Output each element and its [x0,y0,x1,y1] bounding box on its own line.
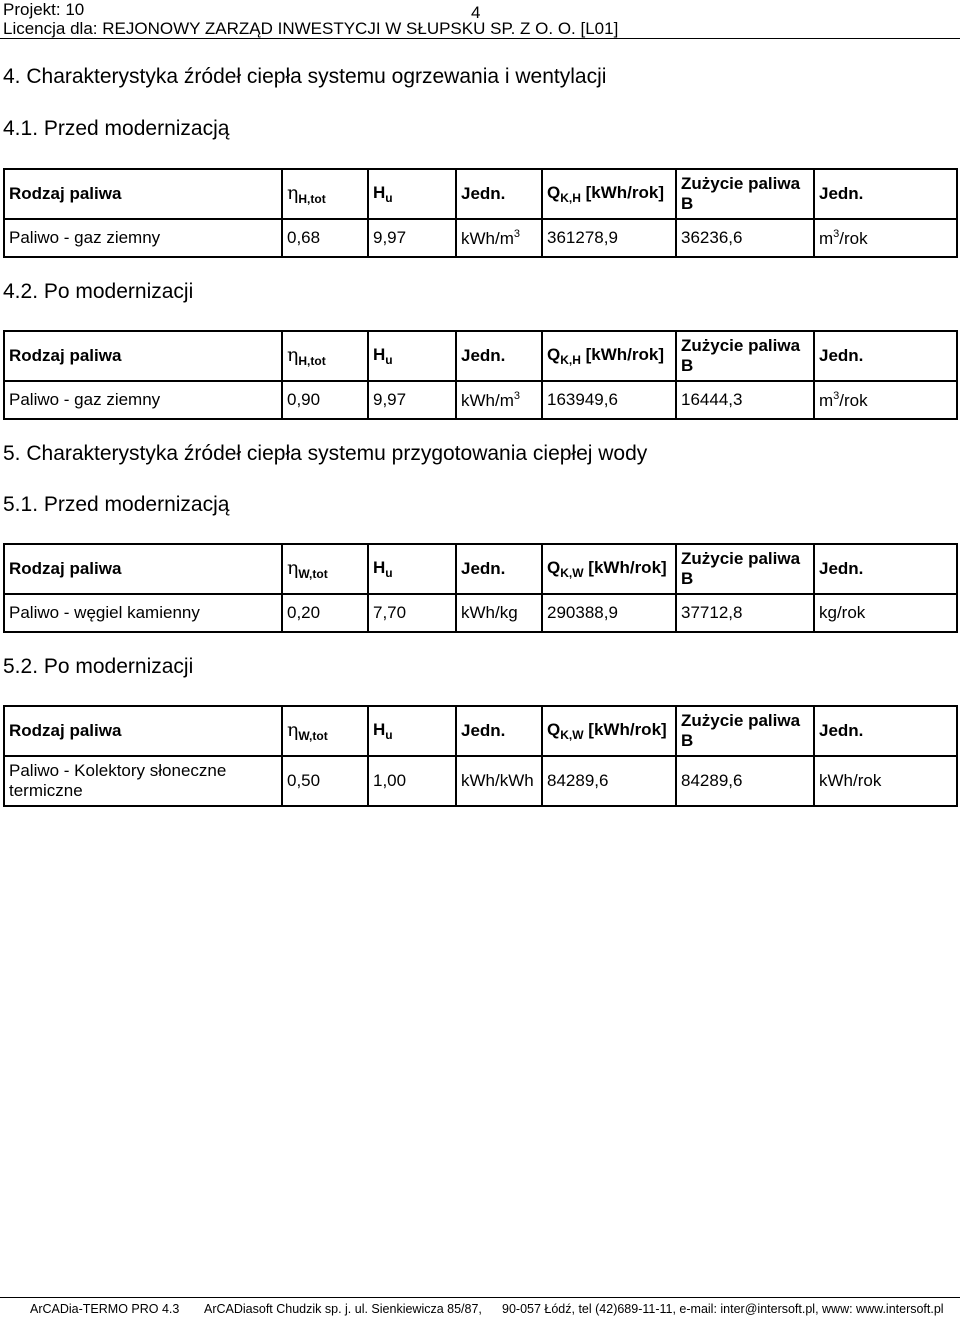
cell-fuel: Paliwo - węgiel kamienny [4,594,282,632]
col-consumption: Zużycie paliwa B [676,169,814,219]
col-efficiency: $\eta_{H,tot}$ [282,169,368,219]
col-unit-2: Jedn. [814,706,957,756]
table-row [4,219,957,257]
cell-consumption: 37712,8 [676,594,814,632]
cell-unit: kWh/$m^3$ [456,381,542,419]
cell-calorific-value: 1,00 [368,756,456,806]
col-fuel-type: Rodzaj paliwa [4,331,282,381]
footer-program: ArCADia-TERMO PRO 4.3 [30,1302,180,1316]
table-5-2 [3,705,958,807]
cell-energy: 361278,9 [542,219,676,257]
table-row [4,594,957,632]
col-calorific-value: $H_u$ [368,544,456,594]
cell-calorific-value: 9,97 [368,219,456,257]
col-unit: Jedn. [456,331,542,381]
section-4-1-title: 4.1. Przed modernizacją [3,117,230,140]
table-4-1 [3,168,958,258]
cell-unit-2: $m^3$/rok [814,219,957,257]
cell-energy: 163949,6 [542,381,676,419]
footer-company: ArCADiasoft Chudzik sp. j. ul. Sienkiewicza 85/87, [204,1302,482,1316]
section-4-title: 4. Charakterystyka źródeł ciepła systemu ogrzewania i wentylacji [3,65,607,88]
cell-consumption: 84289,6 [676,756,814,806]
cell-fuel: Paliwo - gaz ziemny [4,381,282,419]
col-unit: Jedn. [456,169,542,219]
col-calorific-value: $H_u$ [368,706,456,756]
col-unit: Jedn. [456,706,542,756]
table-row [4,756,957,806]
section-5-2-title: 5.2. Po modernizacji [3,655,194,678]
footer-address: 90-057 Łódź, tel (42)689-11-11, e-mail: inter@intersoft.pl, www: www.intersoft.pl [502,1302,944,1316]
col-fuel-type: Rodzaj paliwa [4,544,282,594]
cell-unit-2: $m^3$/rok [814,381,957,419]
col-efficiency: $\eta_{H,tot}$ [282,331,368,381]
col-consumption: Zużycie paliwa B [676,544,814,594]
section-5-1-title: 5.1. Przed modernizacją [3,493,230,516]
cell-unit: kWh/$m^3$ [456,219,542,257]
cell-calorific-value: 9,97 [368,381,456,419]
cell-fuel: Paliwo - gaz ziemny [4,219,282,257]
cell-efficiency: 0,68 [282,219,368,257]
table-header-row [4,706,957,756]
table-row [4,381,957,419]
col-calorific-value: $H_u$ [368,331,456,381]
cell-consumption: 16444,3 [676,381,814,419]
project-label: Projekt: 10 [3,0,85,19]
table-header-row [4,544,957,594]
col-energy: $Q_{K,W}$ [kWh/rok] [542,544,676,594]
license-line: Licencja dla: REJONOWY ZARZĄD INWESTYCJI W SŁUPSKU SP. Z O. O. [L01] [3,19,619,38]
table-header-row [4,169,957,219]
page-footer [0,1297,960,1316]
table-5-1 [3,543,958,633]
col-efficiency: $\eta_{W,tot}$ [282,544,368,594]
header-divider [0,38,960,39]
col-energy: $Q_{K,H}$ [kWh/rok] [542,331,676,381]
col-consumption: Zużycie paliwa B [676,331,814,381]
col-unit-2: Jedn. [814,169,957,219]
cell-consumption: 36236,6 [676,219,814,257]
col-energy: $Q_{K,W}$ [kWh/rok] [542,706,676,756]
col-efficiency: $\eta_{W,tot}$ [282,706,368,756]
cell-efficiency: 0,90 [282,381,368,419]
cell-unit: kWh/kWh [456,756,542,806]
cell-unit: kWh/kg [456,594,542,632]
cell-energy: 84289,6 [542,756,676,806]
col-unit: Jedn. [456,544,542,594]
col-energy: $Q_{K,H}$ [kWh/rok] [542,169,676,219]
section-5-title: 5. Charakterystyka źródeł ciepła systemu przygotowania ciepłej wody [3,442,648,465]
col-unit-2: Jedn. [814,331,957,381]
cell-fuel: Paliwo - Kolektory słoneczne termiczne [4,756,282,806]
cell-energy: 290388,9 [542,594,676,632]
col-unit-2: Jedn. [814,544,957,594]
cell-unit-2: kWh/rok [814,756,957,806]
cell-unit-2: kg/rok [814,594,957,632]
col-fuel-type: Rodzaj paliwa [4,706,282,756]
section-4-2-title: 4.2. Po modernizacji [3,280,194,303]
cell-calorific-value: 7,70 [368,594,456,632]
col-calorific-value: $H_u$ [368,169,456,219]
page-number: 4 [471,3,481,22]
table-4-2 [3,330,958,420]
cell-efficiency: 0,50 [282,756,368,806]
cell-efficiency: 0,20 [282,594,368,632]
col-consumption: Zużycie paliwa B [676,706,814,756]
col-fuel-type: Rodzaj paliwa [4,169,282,219]
table-header-row [4,331,957,381]
